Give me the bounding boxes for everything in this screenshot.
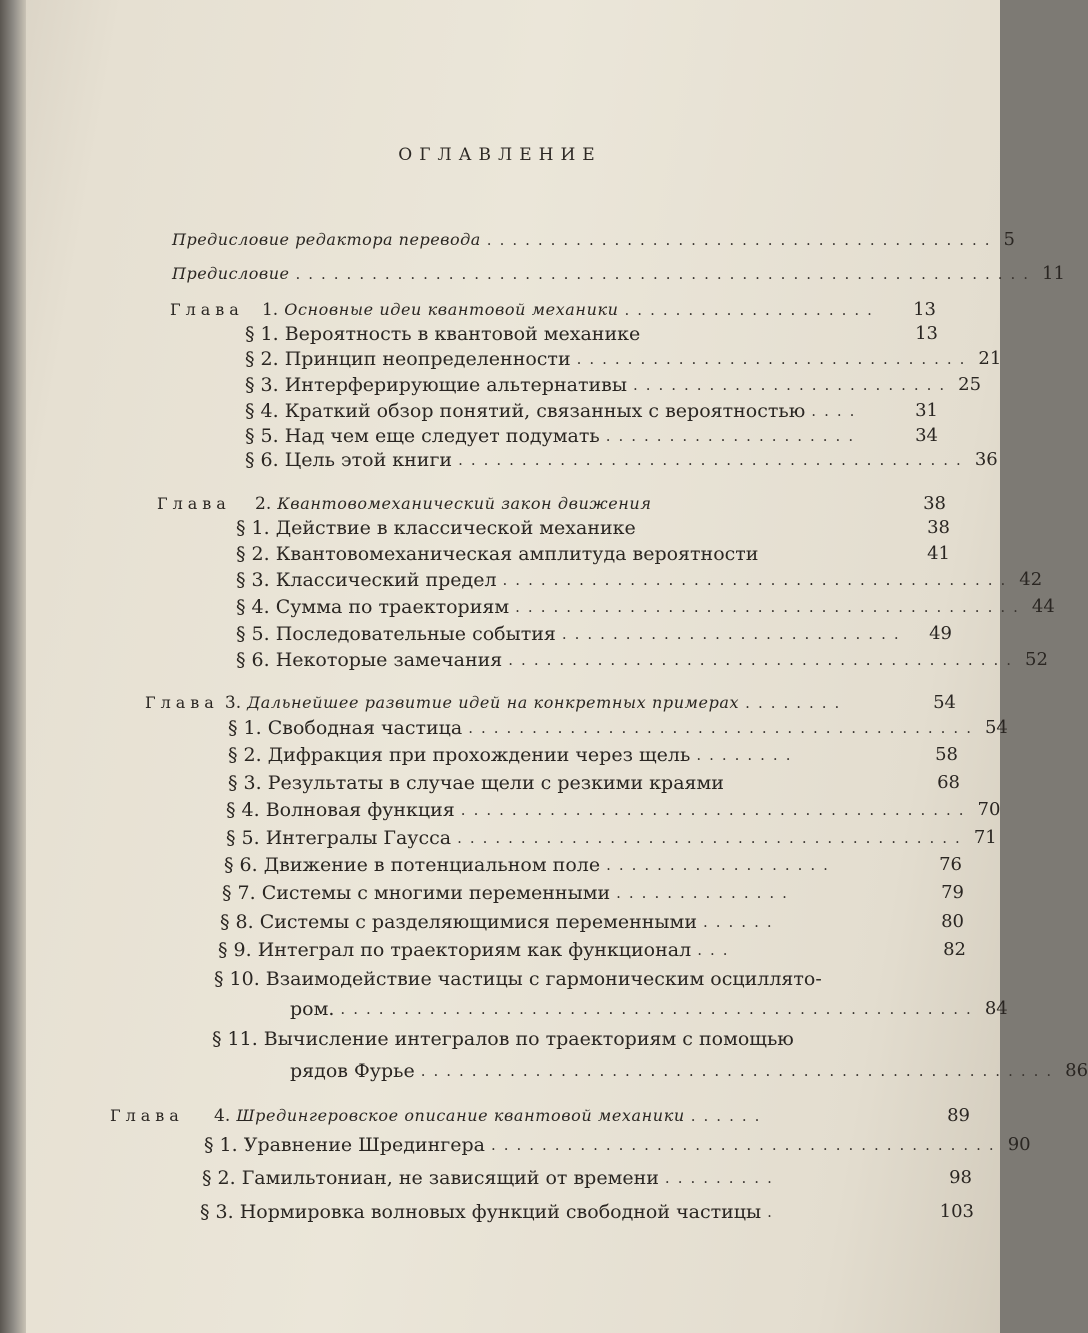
leader-dots: ........................................ (508, 651, 1020, 669)
chapter-number: 3. (224, 693, 242, 713)
page-number: 89 (947, 1105, 970, 1126)
section-label: § 10. Взаимодействие частицы с гармоническим осциллято- (214, 968, 822, 990)
page-number: 13 (915, 323, 938, 344)
page-number: 98 (949, 1167, 972, 1188)
leader-dots: ............................... (576, 350, 973, 368)
entry-label: Предисловие (172, 264, 290, 283)
section-label: § 1. Действие в классической механике (236, 517, 636, 539)
toc-section-3-9 (218, 938, 966, 962)
toc-chapter-3 (145, 690, 956, 715)
toc-chapter-4 (110, 1103, 970, 1128)
page-number: 11 (1042, 263, 1065, 284)
chapter-heading (145, 690, 739, 715)
leader-dots: ...... (690, 1107, 768, 1125)
chapter-word: Глава (157, 494, 231, 513)
section-label: § 1. Свободная частица (228, 717, 463, 739)
section-label: § 11. Вычисление интегралов по траекториям с помощью (212, 1028, 794, 1050)
leader-dots: .................................................. (420, 1062, 1060, 1080)
toc-section-1-5 (245, 424, 938, 448)
leader-dots: ........................................ (458, 451, 969, 469)
chapter-heading (170, 297, 619, 322)
page-number: 38 (927, 517, 950, 538)
section-label: § 5. Интегралы Гаусса (226, 827, 452, 849)
leader-dots: . (767, 1203, 780, 1221)
toc-section-3-5 (226, 826, 997, 850)
toc-section-1-3 (245, 373, 982, 397)
page-number: 25 (958, 374, 982, 395)
chapter-word: Глава (145, 693, 219, 712)
leader-dots: .... (811, 402, 863, 420)
page-number: 54 (933, 692, 956, 713)
chapter-title: Основные идеи квантовой механики (284, 300, 619, 319)
section-label: § 3. Нормировка волновых функций свободной частицы (200, 1201, 762, 1223)
section-label: § 4. Краткий обзор понятий, связанных с вероятностью (245, 400, 806, 422)
page-number: 82 (943, 939, 966, 960)
leader-dots: ........ (745, 694, 848, 712)
leader-dots: ...... (703, 913, 780, 931)
section-label: § 6. Цель этой книги (245, 449, 453, 471)
section-label: § 2. Принцип неопределенности (245, 348, 571, 370)
leader-dots: ........................................ (515, 598, 1026, 616)
leader-dots: ........................................ (502, 571, 1014, 589)
page-number: 49 (929, 623, 952, 644)
page-edge-shadow (0, 0, 26, 1333)
section-label-continued: рядов Фурье (290, 1060, 415, 1082)
section-label: § 7. Системы с многими переменными (222, 882, 611, 904)
toc-section-4-1 (204, 1133, 1031, 1157)
page-number: 103 (939, 1201, 974, 1222)
section-label: § 1. Вероятность в квантовой механике (245, 323, 641, 345)
section-label: § 3. Результаты в случае щели с резкими краями (228, 772, 724, 794)
leader-dots: .................... (605, 427, 862, 445)
toc-section-3-6 (224, 853, 962, 877)
leader-dots: ........................................ (457, 829, 968, 847)
toc-section-3-10 (214, 967, 960, 991)
leader-dots: .................. (606, 856, 836, 874)
chapter-title: Шредингеровское описание квантовой механики (236, 1106, 685, 1125)
section-label: § 6. Некоторые замечания (236, 649, 503, 671)
section-label: § 6. Движение в потенциальном поле (224, 854, 601, 876)
page-number: 42 (1019, 569, 1043, 590)
page-number: 71 (973, 827, 997, 848)
leader-dots: .......................................................... (295, 265, 1037, 283)
entry-label: Предисловие редактора перевода (172, 230, 481, 249)
leader-dots: ........ (696, 746, 799, 764)
page-number: 41 (927, 543, 950, 564)
toc-section-3-7 (222, 881, 964, 905)
toc-entry-preface (172, 262, 1065, 286)
page-number: 34 (915, 425, 938, 446)
section-label: § 2. Квантовомеханическая амплитуда вероятности (236, 543, 759, 565)
page-number: 86 (1065, 1060, 1088, 1081)
section-label-continued: ром. (290, 998, 335, 1020)
page-number: 21 (978, 348, 1002, 369)
page-number: 58 (935, 744, 958, 765)
chapter-title: Дальнейшее развитие идей на конкретных примерах (247, 693, 740, 712)
section-label: § 4. Сумма по траекториям (236, 596, 510, 618)
toc-section-3-11 (212, 1027, 900, 1051)
toc-section-1-4 (245, 399, 938, 423)
section-label: § 5. Над чем еще следует подумать (245, 425, 600, 447)
page-number: 38 (923, 493, 946, 514)
toc-section-1-6 (245, 448, 998, 472)
section-label: § 4. Волновая функция (226, 799, 455, 821)
page-number: 44 (1031, 596, 1055, 617)
toc-chapter-1 (170, 297, 936, 322)
page-number: 31 (915, 400, 938, 421)
section-label: § 3. Интерферирующие альтернативы (245, 374, 627, 396)
toc-section-3-2 (228, 743, 958, 767)
chapter-heading (110, 1103, 685, 1128)
section-label: § 5. Последовательные события (236, 623, 556, 645)
section-label: § 8. Системы с разделяющимися переменными (220, 911, 697, 933)
page-number: 84 (984, 998, 1008, 1019)
toc-section-3-1 (228, 716, 1008, 740)
chapter-title: Квантовомеханический закон движения (277, 494, 652, 513)
leader-dots: ... (697, 941, 736, 959)
page-number: 68 (937, 772, 960, 793)
section-label: § 2. Дифракция при прохождении через щель (228, 744, 691, 766)
page-number: 80 (941, 911, 964, 932)
page-number: 52 (1025, 649, 1048, 670)
toc-section-3-10-cont (290, 997, 1008, 1021)
toc-title: ОГЛАВЛЕНИЕ (398, 145, 602, 165)
page-number: 70 (977, 799, 1001, 820)
leader-dots: .............. (616, 884, 795, 902)
page-number: 90 (1007, 1134, 1031, 1155)
leader-dots: ......... (664, 1169, 780, 1187)
toc-section-1-2 (245, 347, 1002, 371)
section-label: § 1. Уравнение Шредингера (204, 1134, 485, 1156)
chapter-number: 2. (255, 494, 272, 514)
page-number: 76 (939, 854, 962, 875)
section-label: § 9. Интеграл по траекториям как функционал (218, 939, 692, 961)
leader-dots: .................................................. (340, 1000, 979, 1018)
page-number: 13 (913, 299, 936, 320)
page-number: 79 (941, 882, 964, 903)
toc-section-2-2 (236, 542, 950, 566)
toc-section-3-4 (226, 798, 1001, 822)
toc-chapter-2 (157, 491, 946, 516)
chapter-number: 4. (214, 1106, 231, 1126)
leader-dots: ......................... (632, 376, 953, 394)
toc-section-2-6 (236, 648, 1048, 672)
toc-section-2-3 (236, 568, 1043, 592)
toc-section-4-3 (200, 1200, 974, 1224)
toc-section-3-3 (228, 771, 960, 795)
section-label: § 2. Гамильтониан, не зависящий от времени (202, 1167, 659, 1189)
leader-dots: ........................................ (468, 719, 979, 737)
chapter-word: Глава (110, 1106, 184, 1125)
leader-dots: .................... (624, 301, 880, 319)
toc-section-2-1 (236, 516, 950, 540)
toc-section-4-2 (202, 1166, 972, 1190)
toc-section-2-5 (236, 622, 952, 646)
toc-section-3-11-cont (290, 1059, 1088, 1083)
leader-dots: ........................... (561, 625, 907, 643)
chapter-heading (157, 491, 652, 516)
toc-section-1-1 (245, 322, 938, 346)
toc-section-3-8 (220, 910, 964, 934)
chapter-word: Глава (170, 300, 244, 319)
toc-section-2-4 (236, 595, 1055, 619)
page-number: 36 (974, 449, 998, 470)
section-label: § 3. Классический предел (236, 569, 497, 591)
chapter-number: 1. (261, 300, 279, 320)
leader-dots: ........................................ (460, 801, 972, 819)
page-number: 5 (1003, 229, 1015, 250)
leader-dots: ........................................ (490, 1136, 1002, 1154)
toc-entry-preface-editor (172, 228, 1015, 252)
leader-dots: ........................................ (486, 231, 998, 249)
page-number: 54 (984, 717, 1008, 738)
